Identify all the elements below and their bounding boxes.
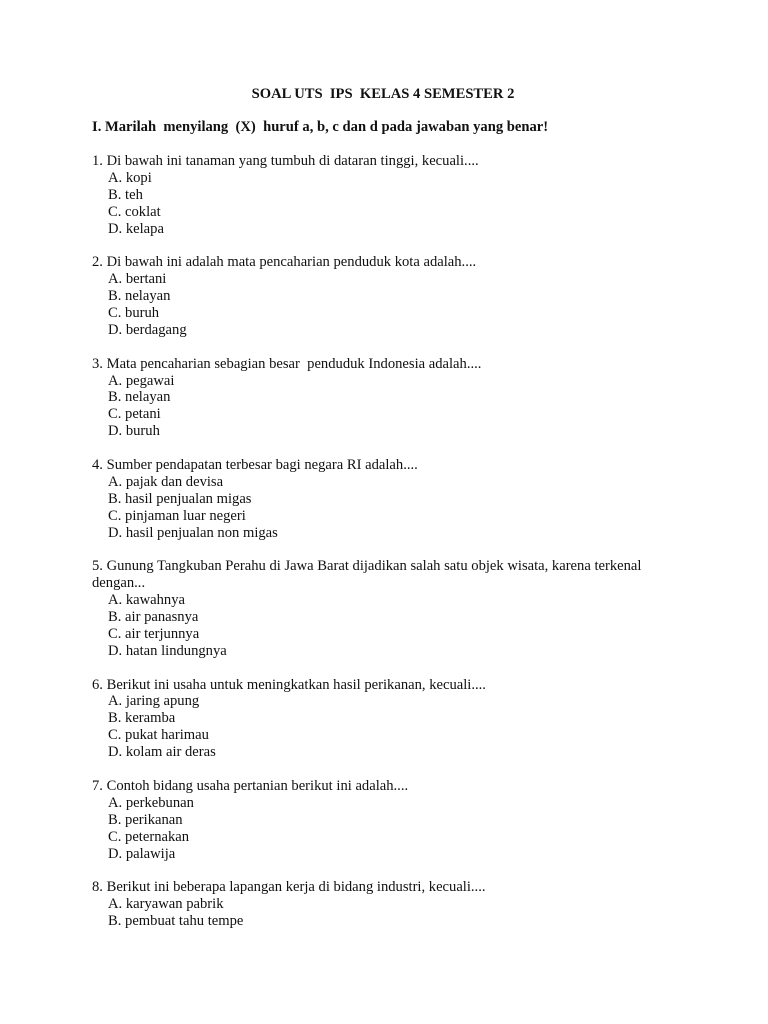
option-c: C. coklat (108, 203, 161, 220)
question-text: 6. Berikut ini usaha untuk meningkatkan hasil perikanan, kecuali.... (92, 676, 486, 693)
option-a: A. kawahnya (108, 592, 185, 609)
question-2 (92, 254, 652, 339)
option-d: D. hatan lindungnya (108, 642, 227, 659)
option-b: B. perikanan (108, 811, 183, 828)
option-d: D. palawija (108, 845, 176, 862)
question-5 (92, 558, 652, 659)
option-d: D. buruh (108, 423, 160, 440)
option-a: A. pajak dan devisa (108, 473, 224, 490)
question-text: 1. Di bawah ini tanaman yang tumbuh di dataran tinggi, kecuali.... (92, 153, 479, 169)
question-text: 2. Di bawah ini adalah mata pencaharian penduduk kota adalah.... (92, 254, 477, 271)
option-b: B. keramba (108, 710, 176, 727)
option-a: A. perkebunan (108, 794, 194, 811)
option-b: B. nelayan (108, 288, 171, 305)
question-3 (92, 356, 652, 441)
option-c: C. air terjunnya (108, 625, 200, 642)
option-c: C. peternakan (108, 828, 190, 845)
question-text: 4. Sumber pendapatan terbesar bagi negara RI adalah.... (92, 456, 418, 473)
instruction (92, 119, 652, 136)
question-text: 3. Mata pencaharian sebagian besar penduduk Indonesia adalah.... (92, 355, 482, 372)
option-b: B. pembuat tahu tempe (108, 913, 244, 930)
question-4 (92, 457, 652, 542)
document-page (92, 86, 652, 947)
option-d: D. berdagang (108, 321, 187, 338)
question-8 (92, 879, 652, 930)
option-b: B. teh (108, 186, 143, 203)
option-c: C. pinjaman luar negeri (108, 507, 246, 524)
option-d: D. hasil penjualan non migas (108, 524, 278, 541)
option-b: B. hasil penjualan migas (108, 490, 252, 507)
question-7 (92, 778, 652, 863)
section-numeral: I (92, 119, 98, 135)
document-title: SOAL UTS IPS KELAS 4 SEMESTER 2 (251, 86, 515, 102)
option-a: A. jaring apung (108, 693, 200, 710)
option-a: A. karyawan pabrik (108, 896, 224, 913)
option-b: B. air panasnya (108, 609, 199, 626)
option-c: C. buruh (108, 305, 160, 322)
option-d: D. kelapa (108, 220, 164, 237)
option-a: A. kopi (108, 169, 152, 186)
question-text: 7. Contoh bidang usaha pertanian berikut ini adalah.... (92, 777, 409, 794)
question-text: 5. Gunung Tangkuban Perahu di Jawa Barat dijadikan salah satu objek wisata, karena terkenal dengan... (92, 558, 646, 592)
option-c: C. pukat harimau (108, 727, 209, 744)
option-a: A. pegawai (108, 372, 175, 389)
option-c: C. petani (108, 406, 161, 423)
question-text: 8. Berikut ini beberapa lapangan kerja di bidang industri, kecuali.... (92, 879, 486, 896)
instruction-text: . Marilah menyilang (X) huruf a, b, c dan d pada jawaban yang benar! (97, 119, 549, 135)
question-1 (92, 153, 652, 238)
question-6 (92, 677, 652, 762)
option-b: B. nelayan (108, 389, 171, 406)
option-a: A. bertani (108, 271, 167, 288)
option-d: D. kolam air deras (108, 744, 216, 761)
